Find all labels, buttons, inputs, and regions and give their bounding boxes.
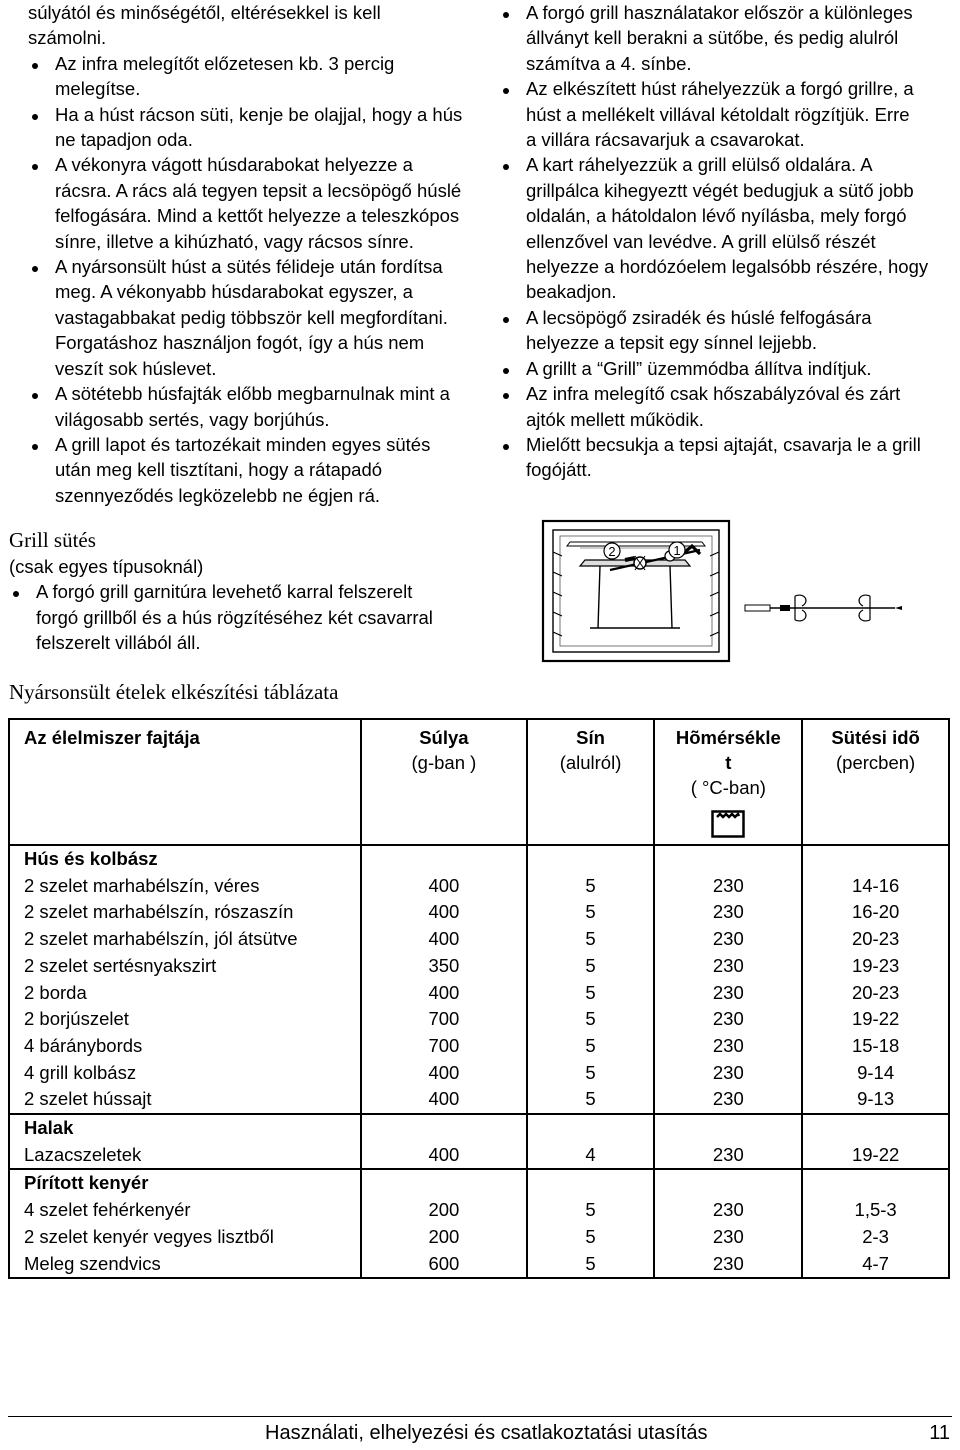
table-cell: 230 xyxy=(654,1086,802,1114)
table-cell: 400 xyxy=(361,926,527,953)
table-cell xyxy=(361,1169,527,1197)
table-cell: 230 xyxy=(654,873,802,900)
bullet-line: után meg kell tisztítani, hogy a rátapadó xyxy=(55,459,383,481)
header-food: Az élelmiszer fajtája xyxy=(9,719,361,845)
header-time: Sütési idõ (percben) xyxy=(802,719,949,845)
bullet-line: szennyeződés legközelebb ne égjen rá. xyxy=(55,484,381,506)
bullet-item xyxy=(9,579,479,655)
table-cell: 20-23 xyxy=(802,926,949,953)
bullet-line: forgó grillből és a hús rögzítéséhez két csavarral xyxy=(36,606,433,628)
bullet-item xyxy=(28,51,473,102)
table-row xyxy=(9,1251,949,1279)
bullet-line: A nyársonsült húst a sütés félideje után fordítsa xyxy=(55,256,443,278)
table-cell: 2 szelet kenyér vegyes lisztből xyxy=(9,1224,361,1251)
header-weight: Súlya (g-ban ) xyxy=(361,719,527,845)
bullet-line: felfogására. Mind a kettőt helyezze a teleszkópos xyxy=(55,205,460,227)
bullet-line: A lecsöpögő zsiradék és húslé felfogására xyxy=(526,306,872,328)
bullet-dot-icon xyxy=(503,317,509,323)
table-cell: 700 xyxy=(361,1033,527,1060)
table-cell xyxy=(527,845,655,873)
table-cell: 4 grill kolbász xyxy=(9,1060,361,1087)
right-bullet-list xyxy=(499,0,949,483)
table-cell xyxy=(802,1169,949,1197)
table-cell: 5 xyxy=(527,1060,655,1087)
table-cell: 2 szelet hússajt xyxy=(9,1086,361,1114)
category-name: Halak xyxy=(9,1114,361,1142)
table-cell xyxy=(802,845,949,873)
table-row xyxy=(9,926,949,953)
right-column xyxy=(499,0,949,483)
bullet-line: vastagabbakat pedig többször kell megfordítani. xyxy=(55,306,448,328)
bullet-dot-icon xyxy=(13,591,19,597)
bullet-line: Forgatáshoz használjon fogót, így a hús nem xyxy=(55,332,425,354)
bullet-line: A grill lapot és tartozékait minden egyes sütés xyxy=(55,433,431,455)
figure-label-1: 1 xyxy=(673,543,681,558)
table-cell: 230 xyxy=(654,1224,802,1251)
bullet-line: helyezze a hordózóelem legalsóbb részére, hogy xyxy=(526,256,929,278)
table-row xyxy=(9,953,949,980)
section-heading: Grill sütés xyxy=(9,528,96,552)
bullet-line: ellenzővel van levédve. A grill elülső részét xyxy=(526,230,876,252)
bullet-item xyxy=(28,381,473,432)
table-cell: 230 xyxy=(654,1142,802,1170)
table-cell: 1,5-3 xyxy=(802,1197,949,1224)
left-column xyxy=(28,0,473,508)
bullet-line: Az infra melegítőt előzetesen kb. 3 percig xyxy=(55,52,395,74)
bullet-dot-icon xyxy=(503,164,509,170)
table-cell: 5 xyxy=(527,926,655,953)
table-cell: 230 xyxy=(654,926,802,953)
table-cell xyxy=(361,1114,527,1142)
table-cell: 9-14 xyxy=(802,1060,949,1087)
table-row xyxy=(9,1224,949,1251)
table-cell: 2 szelet marhabélszín, véres xyxy=(9,873,361,900)
table-row xyxy=(9,1142,949,1170)
grill-bullet-list xyxy=(9,579,479,655)
bullet-item xyxy=(28,254,473,381)
table-cell: 2 szelet sertésnyakszirt xyxy=(9,953,361,980)
intro-line: súlyától és minőségétől, eltérésekkel is kell xyxy=(28,2,381,23)
bullet-dot-icon xyxy=(503,88,509,94)
table-cell: 5 xyxy=(527,1006,655,1033)
bullet-line: a villára rácsavarjuk a csavarokat. xyxy=(526,129,805,151)
table-cell: 5 xyxy=(527,980,655,1007)
table-cell: 230 xyxy=(654,1197,802,1224)
table-cell: 400 xyxy=(361,1086,527,1114)
table-cell: 230 xyxy=(654,1033,802,1060)
bullet-line: felszerelt villából áll. xyxy=(36,632,201,654)
table-cell: 19-23 xyxy=(802,953,949,980)
table-cell: 19-22 xyxy=(802,1006,949,1033)
table-row xyxy=(9,1033,949,1060)
table-cell: 5 xyxy=(527,1197,655,1224)
table-cell: 230 xyxy=(654,980,802,1007)
bullet-line: ajtók mellett működik. xyxy=(526,408,704,430)
table-row xyxy=(9,873,949,900)
bullet-line: állványt kell berakni a sütőbe, és pedig alulról xyxy=(526,27,899,49)
table-cell: 200 xyxy=(361,1197,527,1224)
table-cell xyxy=(361,845,527,873)
bullet-item xyxy=(499,305,949,356)
table-category-row xyxy=(9,1169,949,1197)
bullet-line: Mielőtt becsukja a tepsi ajtaját, csavarja le a grill xyxy=(526,433,921,455)
bullet-item xyxy=(499,76,949,152)
table-category-row xyxy=(9,1114,949,1142)
bullet-item xyxy=(28,432,473,508)
bullet-item xyxy=(499,0,949,76)
table-cell: 5 xyxy=(527,1086,655,1114)
bullet-item xyxy=(28,152,473,254)
table-cell: 350 xyxy=(361,953,527,980)
table-header-row xyxy=(9,719,949,845)
bullet-line: oldalán, a hátoldalon lévő nyílásba, mely forgó xyxy=(526,205,907,227)
table-cell: 400 xyxy=(361,1142,527,1170)
table-body xyxy=(9,845,949,1278)
table-cell xyxy=(802,1114,949,1142)
bullet-line: rácsra. A rács alá tegyen tepsit a lecsöpögő húslé xyxy=(55,179,462,201)
table-cell: 16-20 xyxy=(802,899,949,926)
bullet-line: meg. A vékonyabb húsdarabokat egyszer, a xyxy=(55,281,413,303)
table-cell: 5 xyxy=(527,873,655,900)
table-cell: 5 xyxy=(527,1224,655,1251)
table-cell: 2 borjúszelet xyxy=(9,1006,361,1033)
bullet-line: számítva a 4. sínbe. xyxy=(526,52,692,74)
figure-label-2: 2 xyxy=(608,544,616,559)
rotisserie-figure xyxy=(540,518,960,673)
bullet-line: veszít sok húslevet. xyxy=(55,357,217,379)
table-cell xyxy=(654,1114,802,1142)
table-cell xyxy=(654,845,802,873)
bullet-dot-icon xyxy=(32,393,38,399)
bullet-dot-icon xyxy=(503,12,509,18)
bullet-line: sínre, illetve a kihúzható, vagy rácsos sínre. xyxy=(55,230,414,252)
table-cell xyxy=(654,1169,802,1197)
footer-text: Használati, elhelyezési és csatlakoztatási utasítás xyxy=(265,1422,708,1444)
left-bullet-list xyxy=(28,51,473,508)
page-number: 11 xyxy=(929,1422,950,1444)
table-cell: 400 xyxy=(361,1060,527,1087)
bullet-line: ne tapadjon oda. xyxy=(55,129,193,151)
table-cell: 5 xyxy=(527,953,655,980)
bullet-item xyxy=(499,381,949,432)
rotisserie-table xyxy=(8,718,950,1279)
bullet-item xyxy=(28,102,473,153)
bullet-line: húst a mellékelt villával kétoldalt rögzítjük. Erre xyxy=(526,103,910,125)
table-cell xyxy=(527,1169,655,1197)
bullet-line: Az elkészített húst ráhelyezzük a forgó grillre, a xyxy=(526,78,914,100)
bullet-dot-icon xyxy=(503,368,509,374)
table-cell: Lazacszeletek xyxy=(9,1142,361,1170)
oven-diagram xyxy=(540,518,960,668)
footer-rule xyxy=(8,1416,952,1417)
bullet-line: fogójátt. xyxy=(526,459,592,481)
bullet-dot-icon xyxy=(32,266,38,272)
table-row xyxy=(9,1086,949,1114)
table-cell: 20-23 xyxy=(802,980,949,1007)
table-cell: 2-3 xyxy=(802,1224,949,1251)
table-cell: 2 borda xyxy=(9,980,361,1007)
bullet-dot-icon xyxy=(503,393,509,399)
bullet-item xyxy=(499,356,949,381)
bullet-dot-icon xyxy=(503,444,509,450)
table-cell: 15-18 xyxy=(802,1033,949,1060)
table-title: Nyársonsült ételek elkészítési táblázata xyxy=(9,680,339,704)
bullet-line: A sötétebb húsfajták előbb megbarnulnak mint a xyxy=(55,383,450,405)
table-cell: 4 xyxy=(527,1142,655,1170)
table-row xyxy=(9,1197,949,1224)
bullet-line: beakadjon. xyxy=(526,281,617,303)
table-cell: 230 xyxy=(654,1006,802,1033)
table-cell: 4 szelet fehérkenyér xyxy=(9,1197,361,1224)
section-note: (csak egyes típusoknál) xyxy=(9,556,204,577)
category-name: Pírított kenyér xyxy=(9,1169,361,1197)
bullet-dot-icon xyxy=(32,63,38,69)
bullet-line: A forgó grill garnitúra levehető karral felszerelt xyxy=(36,581,413,603)
table-row xyxy=(9,899,949,926)
table-cell: 2 szelet marhabélszín, rószaszín xyxy=(9,899,361,926)
table-row xyxy=(9,980,949,1007)
category-name: Hús és kolbász xyxy=(9,845,361,873)
table-cell: 19-22 xyxy=(802,1142,949,1170)
bullet-line: Ha a húst rácson süti, kenje be olajjal, hogy a hús xyxy=(55,103,463,125)
table-cell: 230 xyxy=(654,899,802,926)
table-cell: 700 xyxy=(361,1006,527,1033)
bullet-line: A forgó grill használatakor először a különleges xyxy=(526,2,913,23)
intro-line: számolni. xyxy=(28,27,107,49)
table-cell: 230 xyxy=(654,1060,802,1087)
bullet-line: világosabb sertés, vagy borjúhús. xyxy=(55,408,330,430)
bullet-line: A grillt a “Grill” üzemmódba állítva indítjuk. xyxy=(526,357,872,379)
table-row xyxy=(9,1006,949,1033)
bullet-item xyxy=(499,152,949,304)
table-category-row xyxy=(9,845,949,873)
table-cell: 400 xyxy=(361,980,527,1007)
table-cell: Meleg szendvics xyxy=(9,1251,361,1279)
table-cell: 230 xyxy=(654,1251,802,1279)
bullet-line: grillpálca kihegyeztt végét bedugjuk a sütő jobb xyxy=(526,179,914,201)
grill-section xyxy=(9,526,479,656)
table-cell: 5 xyxy=(527,899,655,926)
bullet-line: A vékonyra vágott húsdarabokat helyezze a xyxy=(55,154,413,176)
table-cell: 9-13 xyxy=(802,1086,949,1114)
table-cell: 5 xyxy=(527,1033,655,1060)
table-cell xyxy=(527,1114,655,1142)
bullet-dot-icon xyxy=(32,114,38,120)
table-cell: 14-16 xyxy=(802,873,949,900)
table-row xyxy=(9,1060,949,1087)
bullet-dot-icon xyxy=(32,444,38,450)
grill-mode-icon xyxy=(711,810,745,838)
header-rack: Sín (alulról) xyxy=(527,719,655,845)
header-temperature: Hõmérsékle t ( °C-ban) xyxy=(654,719,802,845)
bullet-line: Az infra melegítő csak hőszabályzóval és zárt xyxy=(526,383,901,405)
bullet-line: helyezze a tepsit egy sínnel lejjebb. xyxy=(526,332,818,354)
bullet-line: melegítse. xyxy=(55,78,141,100)
bullet-dot-icon xyxy=(32,164,38,170)
table-cell: 4-7 xyxy=(802,1251,949,1279)
table-cell: 230 xyxy=(654,953,802,980)
table-cell: 400 xyxy=(361,899,527,926)
table-cell: 2 szelet marhabélszín, jól átsütve xyxy=(9,926,361,953)
table-cell: 4 báránybords xyxy=(9,1033,361,1060)
table-cell: 5 xyxy=(527,1251,655,1279)
table-cell: 200 xyxy=(361,1224,527,1251)
bullet-item xyxy=(499,432,949,483)
table-cell: 600 xyxy=(361,1251,527,1279)
table-cell: 400 xyxy=(361,873,527,900)
bullet-line: A kart ráhelyezzük a grill elülső oldalára. A xyxy=(526,154,873,176)
